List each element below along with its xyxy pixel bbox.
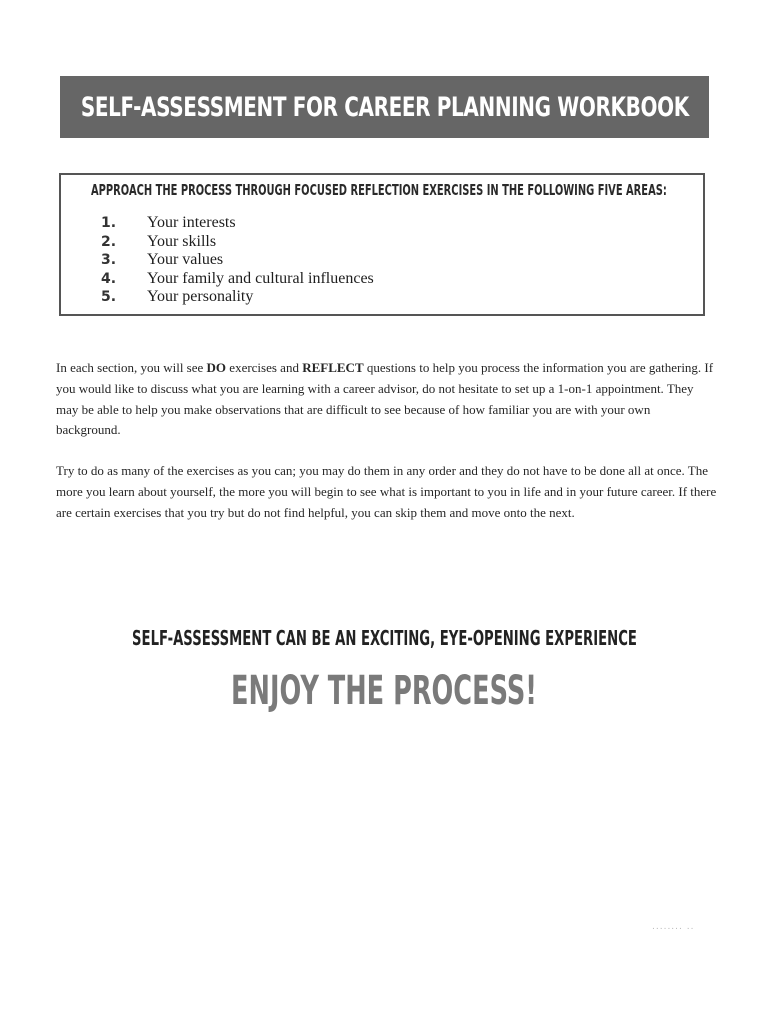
list-item-number: 5. [101, 289, 117, 305]
reflect-keyword: REFLECT [302, 360, 364, 375]
scan-artifact: ........ .. [652, 922, 695, 932]
list-item-number: 2. [101, 233, 117, 250]
list-item [101, 214, 374, 233]
list-item [101, 251, 374, 270]
list-item-number: 3. [101, 252, 117, 268]
list-item-label: Your interests [147, 214, 236, 231]
focus-areas-box [59, 173, 705, 316]
intro-text-mid: exercises and [226, 360, 303, 375]
list-item-label: Your values [147, 251, 224, 268]
instructions-paragraph: Try to do as many of the exercises as you can; you may do them in any order and they do not have to be done all at once. The more you learn about yourself, the more you will begin to see what is important to you in life and in your future career. If there are certain exercises that you try but do not find helpful, you can skip them and move onto the next. [56, 463, 717, 520]
title-banner [60, 76, 709, 138]
list-item [101, 233, 374, 252]
do-keyword: DO [206, 360, 227, 375]
list-item [101, 270, 374, 289]
list-item [101, 288, 374, 307]
closing-tagline: SELF-ASSESSMENT CAN BE AN EXCITING, EYE-OPENING EXPERIENCE [131, 626, 637, 650]
page-title: SELF-ASSESSMENT FOR CAREER PLANNING WORKBOOK [80, 91, 689, 123]
intro-text-start: In each section, you will see [56, 360, 207, 375]
closing-headline: ENJOY THE PROCESS! [231, 668, 537, 714]
closing-headline-row [0, 668, 768, 714]
list-item-number: 4. [101, 270, 117, 287]
intro-paragraph [56, 358, 718, 441]
list-item-label: Your skills [147, 232, 217, 250]
focus-areas-heading: APPROACH THE PROCESS THROUGH FOCUSED REFLECTION EXERCISES IN THE FOLLOWING FIVE AREAS: [91, 181, 667, 199]
list-item-label: Your personality [147, 288, 254, 305]
list-item-number: 1. [101, 215, 117, 231]
closing-tagline-row [0, 626, 768, 650]
focus-areas-list [101, 214, 374, 307]
intro-text-end: questions to help you process the information you are gathering. If you would like to discuss what you are learning with a career advisor, do not hesitate to set up a 1-on-1 appointment. They may be able to help you make observations that are difficult to see because of how familiar you are with your own background. [56, 360, 714, 438]
list-item-label: Your family and cultural influences [147, 269, 374, 287]
